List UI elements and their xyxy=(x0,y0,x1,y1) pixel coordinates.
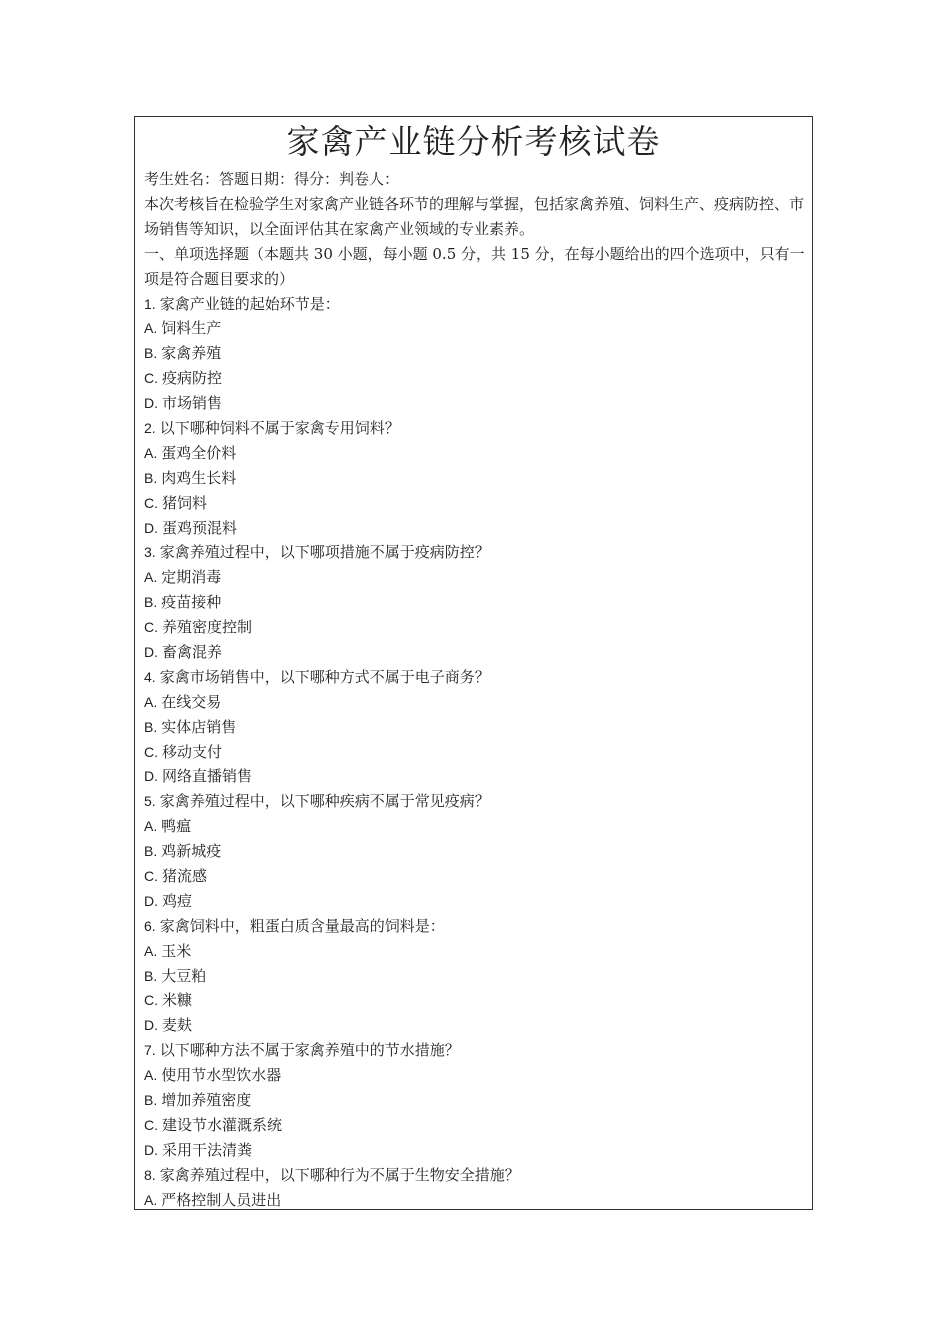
question-number: 8. xyxy=(144,1166,156,1183)
answer-option xyxy=(144,366,806,391)
option-text: 蛋鸡预混料 xyxy=(162,518,238,537)
answer-option xyxy=(144,740,806,765)
option-letter: B. xyxy=(144,345,158,362)
question-stem xyxy=(144,665,806,690)
intro-paragraph: 本次考核旨在检验学生对家禽产业链各环节的理解与掌握，包括家禽养殖、饲料生产、疫病防控、市场销售等知识，以全面评估其在家禽产业领域的专业素养。 xyxy=(144,194,805,238)
exam-sheet xyxy=(134,116,813,1210)
answer-option xyxy=(144,690,806,715)
answer-option xyxy=(144,491,806,516)
option-text: 猪流感 xyxy=(162,867,208,885)
option-text: 养殖密度控制 xyxy=(162,618,253,637)
question-text: 家禽饲料中，粗蛋白质含量最高的饲料是： xyxy=(159,916,445,935)
option-letter: B. xyxy=(144,967,158,984)
option-text: 鸡痘 xyxy=(162,891,193,910)
question-text: 家禽养殖过程中，以下哪种疾病不属于常见疫病？ xyxy=(159,792,490,811)
answer-option xyxy=(144,640,806,665)
option-letter: C. xyxy=(144,743,158,760)
answer-option xyxy=(144,341,806,366)
question-text: 以下哪种方法不属于家禽养殖中的节水措施？ xyxy=(159,1041,460,1060)
option-letter: D. xyxy=(144,892,158,909)
option-letter: B. xyxy=(144,843,158,860)
option-text: 米糠 xyxy=(162,991,193,1010)
option-letter: D. xyxy=(144,1017,158,1034)
option-text: 增加养殖密度 xyxy=(161,1091,252,1110)
option-letter: C. xyxy=(144,1116,158,1133)
answer-option xyxy=(144,715,806,740)
section-heading: 一、单项选择题（本题共 30 小题，每小题 0.5 分，共 15 分，在每小题给出的四个选项中，只有一项是符合题目要求的） xyxy=(144,244,805,288)
option-letter: A. xyxy=(144,818,158,835)
question-stem xyxy=(144,540,806,565)
option-letter: A. xyxy=(144,444,158,461)
answer-option xyxy=(144,316,806,341)
option-letter: D. xyxy=(144,395,158,412)
option-text: 在线交易 xyxy=(161,692,222,711)
question-stem xyxy=(144,914,806,939)
option-text: 网络直播销售 xyxy=(162,767,253,786)
question-number: 2. xyxy=(144,419,156,436)
question-number: 1. xyxy=(144,295,156,312)
option-text: 蛋鸡全价料 xyxy=(161,443,237,462)
question-number: 3. xyxy=(144,544,156,561)
answer-option xyxy=(144,839,806,864)
answer-option xyxy=(144,889,806,914)
answer-option xyxy=(144,988,806,1013)
option-text: 疫病防控 xyxy=(162,369,223,388)
option-text: 麦麸 xyxy=(162,1016,193,1035)
answer-option xyxy=(144,441,806,466)
option-text: 畜禽混养 xyxy=(162,642,223,661)
question-text: 以下哪种饲料不属于家禽专用饲料？ xyxy=(159,418,400,437)
option-letter: B. xyxy=(144,1092,158,1109)
option-letter: A. xyxy=(144,569,158,586)
option-letter: C. xyxy=(144,619,158,636)
question-text: 家禽养殖过程中，以下哪项措施不属于疫病防控？ xyxy=(159,543,490,562)
answer-option xyxy=(144,516,806,541)
question-number: 5. xyxy=(144,793,156,810)
answer-option xyxy=(144,964,806,989)
option-letter: D. xyxy=(144,768,158,785)
answer-option xyxy=(144,590,806,615)
option-letter: D. xyxy=(144,1141,158,1158)
option-letter: B. xyxy=(144,718,158,735)
question-stem xyxy=(144,416,806,441)
answer-option xyxy=(144,466,806,491)
question-stem xyxy=(144,1038,806,1063)
exam-content xyxy=(135,167,812,1210)
answer-option xyxy=(144,1138,806,1163)
option-text: 定期消毒 xyxy=(161,568,222,587)
header-info: 考生姓名：答题日期：得分：判卷人： xyxy=(144,170,400,188)
option-letter: C. xyxy=(144,868,158,884)
option-text: 采用干法清粪 xyxy=(162,1140,253,1159)
page-title: 家禽产业链分析考核试卷 xyxy=(286,122,661,161)
question-stem xyxy=(144,1163,806,1188)
option-letter: B. xyxy=(144,594,158,611)
answer-option xyxy=(144,1063,806,1088)
question-text: 家禽养殖过程中，以下哪种行为不属于生物安全措施？ xyxy=(159,1165,520,1184)
answer-option xyxy=(144,814,806,839)
option-text: 市场销售 xyxy=(162,394,223,413)
option-text: 实体店销售 xyxy=(161,717,237,736)
question-list xyxy=(144,292,806,1210)
option-letter: A. xyxy=(144,1191,158,1208)
option-text: 疫苗接种 xyxy=(161,593,222,612)
option-text: 肉鸡生长料 xyxy=(161,468,237,487)
answer-option xyxy=(144,764,806,789)
option-letter: C. xyxy=(144,494,158,511)
question-text: 家禽产业链的起始环节是： xyxy=(159,294,340,313)
answer-option xyxy=(144,864,806,889)
option-text: 鸭瘟 xyxy=(161,817,192,836)
option-letter: A. xyxy=(144,693,158,710)
answer-option xyxy=(144,565,806,590)
option-letter: D. xyxy=(144,519,158,536)
option-text: 猪饲料 xyxy=(162,493,208,512)
option-letter: A. xyxy=(144,320,158,337)
question-stem xyxy=(144,789,806,814)
question-number: 7. xyxy=(144,1042,156,1059)
answer-option xyxy=(144,615,806,640)
answer-option xyxy=(144,1013,806,1038)
option-letter: C. xyxy=(144,992,158,1009)
question-text: 家禽市场销售中，以下哪种方式不属于电子商务？ xyxy=(159,667,490,686)
option-text: 建设节水灌溉系统 xyxy=(162,1115,283,1134)
option-letter: C. xyxy=(144,370,158,387)
answer-option xyxy=(144,391,806,416)
option-text: 使用节水型饮水器 xyxy=(161,1066,282,1085)
option-letter: D. xyxy=(144,643,158,660)
answer-option xyxy=(144,939,806,964)
option-text: 鸡新城疫 xyxy=(161,842,222,861)
option-text: 玉米 xyxy=(161,941,192,960)
option-letter: A. xyxy=(144,942,158,959)
option-text: 严格控制人员进出 xyxy=(161,1190,282,1209)
option-letter: B. xyxy=(144,469,158,486)
question-number: 4. xyxy=(144,668,156,685)
option-text: 移动支付 xyxy=(162,742,223,761)
answer-option xyxy=(144,1113,806,1138)
question-stem xyxy=(144,292,806,317)
answer-option xyxy=(144,1088,806,1113)
option-text: 大豆粕 xyxy=(161,966,207,985)
option-text: 饲料生产 xyxy=(161,319,222,338)
question-number: 6. xyxy=(144,917,156,934)
answer-option xyxy=(144,1188,806,1210)
option-text: 家禽养殖 xyxy=(161,344,222,363)
option-letter: A. xyxy=(144,1067,158,1084)
